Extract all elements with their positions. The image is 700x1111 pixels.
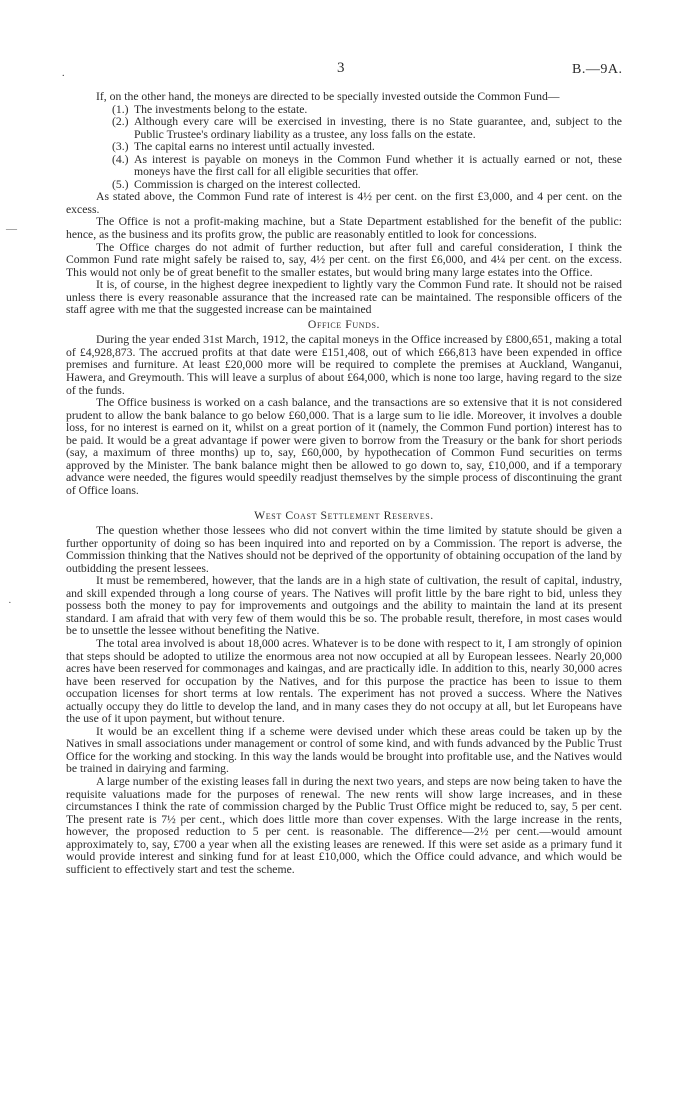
paragraph: It must be remembered, however, that the lands are in a high state of cultivation, the result of capital, industry, and skill expended through a long course of years. The Natives will profit little by the bare right to bid, unless they possess both the money to pay for improvements and outgoings and the ability to maintain the land at its present standard. I am afraid that with very few of them would this be so. The probable result, therefore, in most cases would be to unsettle the lessee without benefiting the Native.: [66, 574, 622, 638]
page-number: 3: [337, 60, 345, 76]
list-item-number: (5.): [112, 177, 129, 191]
document-body: [66, 91, 622, 876]
paragraph: The question whether those lessees who did not convert within the time limited by statute should be given a further opportunity of doing so has been inquired into and reported on by a Commission. The report is adverse, the Commission thinking that the Natives should not be deprived of the opportunity of obtaining occupation of the land by outbidding the present lessees.: [66, 524, 622, 575]
list-intro-paragraph: If, on the other hand, the moneys are directed to be specially invested outside the Common Fund—: [96, 90, 560, 103]
paragraph: The Office charges do not admit of further reduction, but after full and careful consideration, I think the Common Fund rate might safely be raised to, say, 4½ per cent. on the first £6,000, and 4¼ per cent. on the excess. This would not only be of great benefit to the smaller estates, but would bring many large estates into the Office.: [66, 240, 622, 279]
paragraph: A large number of the existing leases fall in during the next two years, and steps are now being taken to have the requisite valuations made for the purposes of renewal. The new rents will show large increases, and in these circumstances I think the rate of commission charged by the Public Trust Office might be reduced to, say, 5 per cent. The present rate is 7½ per cent., which does little more than cover expenses. With the large increase in the rents, however, the proposed reduction to 5 per cent. is reasonable. The difference—2½ per cent.—would amount approximately to, say, £700 a year when all the existing leases are renewed. If this were set aside as a primary fund it would provide interest and sinking fund for at least £10,000, which the Office could advance, and which would be sufficient to effectively start and test the scheme.: [66, 774, 622, 876]
list-item-text: As interest is payable on moneys in the Common Fund whether it is actually earned or not, these moneys have the first call for all eligible securities that offer.: [134, 152, 622, 179]
paragraph: The Office business is worked on a cash balance, and the transactions are so extensive that it is not considered prudent to allow the bank balance to go below £60,000. That is a large sum to lie idle. Moreover, it involves a double loss, for no interest is earned on it, whilst on a great portion of it (namely, the Common Fund portion) interest has to be paid. It would be a great advantage if power were given to borrow from the Treasury or the bank for short periods (say, a maximum of three months) up to, say, £60,000, by hypothecation of Common Fund securities on terms approved by the Minister. The bank balance might then be allowed to go down to, say, £10,000, and if a temporary advance were needed, the figures would speedily readjust themselves by the simple process of discontinuing the grant of Office loans.: [66, 396, 622, 497]
list-item: [112, 152, 622, 179]
list-item-text: The investments belong to the estate.: [134, 102, 308, 116]
section-heading-office-funds: Office Funds.: [307, 317, 381, 331]
list-item-number: (2.): [112, 115, 129, 129]
margin-mark: —: [6, 223, 17, 235]
list-item-text: Although every care will be exercised in investing, there is no State guarantee, and, subject to the Public Trustee's ordinary liability as a trustee, any loss falls on the estate.: [134, 115, 622, 141]
list-item-number: (3.): [112, 140, 129, 154]
list-item-number: (1.): [112, 102, 129, 116]
investment-conditions-list: [66, 104, 622, 192]
paragraph: The Office is not a profit-making machine, but a State Department established for the benefit of the public: hence, as the business and its profits grow, the public are reasonably entitled to look for concessions.: [66, 215, 622, 242]
header-left-mark: .: [62, 68, 65, 79]
paragraph: It would be an excellent thing if a scheme were devised under which these areas could be taken up by the Natives in small associations under management or control of some kind, and with funds advanced by the Public Trust Office for the working and stocking. In this way the lands would be brought into profitable use, and the Natives would be trained in dairying and farming.: [66, 724, 622, 776]
margin-mark: ·: [8, 597, 12, 609]
paragraph: During the year ended 31st March, 1912, the capital moneys in the Office increased by £800,651, making a total of £4,928,873. The accrued profits at that date were £151,408, out of which £66,813 have been expended in office premises and furniture. At least £20,000 more will be required to complete the premises at Auckland, Wanganui, Hawera, and Greymouth. This will leave a surplus of about £64,000, which is none too large, having regard to the size of the funds.: [66, 333, 622, 397]
section-heading-west-coast: West Coast Settlement Reserves.: [254, 508, 434, 522]
paragraph: The total area involved is about 18,000 acres. Whatever is to be done with respect to it, I am strongly of opinion that steps should be adopted to utilize the enormous area not now occupied at all by European lessees. Nearly 20,000 acres have been reserved for commonages and kaingas, and are practically idle. In addition to this, nearly 30,000 acres have been reserved for occupation by the Natives, and for this purpose the practice has been to issue to them occupation licenses for short terms at low rentals. The experiment has not proved a success. Where the Natives actually occupy they do little to develop the land, and in many cases they do not occupy at all, but let Europeans have the use of it upon payment, but without tenure.: [66, 636, 622, 726]
document-reference: B.—9A.: [572, 62, 623, 77]
list-item-text: The capital earns no interest until actually invested.: [134, 140, 375, 154]
list-item-number: (4.): [112, 152, 129, 166]
list-item: [112, 115, 622, 141]
list-item: [112, 177, 622, 192]
list-item-text: Commission is charged on the interest collected.: [134, 177, 361, 191]
paragraph: As stated above, the Common Fund rate of interest is 4½ per cent. on the first £3,000, and 4 per cent. on the excess.: [66, 190, 622, 216]
paragraph: It is, of course, in the highest degree inexpedient to lightly vary the Common Fund rate. It should not be raised unless there is every reasonable assurance that the increased rate can be maintained. The responsible officers of the staff agree with me that the suggested increase can be maintained: [66, 278, 622, 317]
